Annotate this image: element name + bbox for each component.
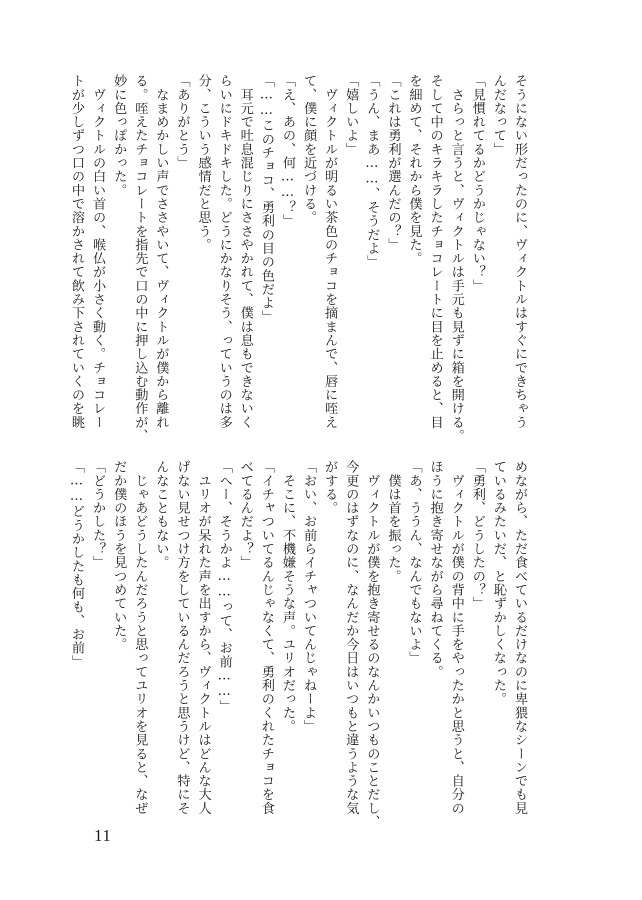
text-line: だか僕のほうを見つめていた。 [111, 460, 127, 652]
text-line: て、僕に顔を近づける。 [301, 74, 317, 225]
text-line: る。咥えたチョコレートを指先で口の中に押し込む動作が、 [132, 74, 148, 443]
text-line: 今更のはずなのに、なんだか今日はいつもと違うような気 [343, 460, 359, 815]
text-line: んなこともない。 [153, 460, 169, 570]
text-line: 「これは勇利が選んだの？」 [385, 74, 401, 252]
text-line: ヴィクトルの白い首の、喉仏が小さく動く。チョコレー [90, 74, 106, 429]
text-line: 「勇利、どうしたの？」 [469, 460, 485, 611]
text-line: なまめかしい声でささやいて、ヴィクトルが僕から離れ [153, 74, 169, 429]
page-number: 11 [94, 826, 112, 845]
text-line: らいにドキドキした。どうにかなりそう、っていうのは多 [216, 74, 232, 429]
text-line: がする。 [322, 460, 338, 515]
text-line: 「……どうかしたも何も、お前」 [69, 460, 85, 669]
text-line: そこに、不機嫌そうな声。ユリオだった。 [279, 460, 295, 733]
text-line: 「イチャついてるんじゃなくて、勇利のくれたチョコを食 [258, 460, 274, 815]
text-line: じゃあどうしたんだろうと思ってユリオを見ると、なぜ [132, 460, 148, 815]
text-line: 耳元で吐息混じりにささやかれて、僕は息もできないく [237, 74, 253, 429]
text-line: んだなって」 [490, 74, 506, 156]
text-line: ほうに抱き寄せながら尋ねてくる。 [427, 460, 443, 679]
text-line: ユリオが呆れた声を出すから、ヴィクトルはどんな大人 [195, 460, 211, 815]
text-block-lower [66, 460, 530, 829]
text-block-upper [66, 74, 530, 443]
text-line: さらっと言うと、ヴィクトルは手元も見ずに箱を開ける。 [448, 74, 464, 443]
text-line: 僕は首を振った。 [385, 460, 401, 583]
text-line: 「嬉しいよ」 [343, 74, 359, 156]
text-line: 「へー、そうかよ……って、お前……」 [216, 460, 232, 713]
text-line: 「うん、まあ……、そうだよ」 [364, 74, 380, 269]
text-line: 「見慣れてるかどうかじゃない？」 [469, 74, 485, 293]
text-line: そして中のキラキラしたチョコレートに目を止めると、目 [427, 74, 443, 429]
text-line: を細めて、それから僕を見た。 [406, 74, 422, 266]
text-line: 「どうかした？」 [90, 460, 106, 570]
text-line: ヴィクトルが明るい茶色のチョコを摘まんで、唇に咥え [322, 74, 338, 429]
text-line: 「……このチョコ、勇利の目の色だよ」 [258, 74, 274, 324]
text-line: そうにない形だったのに、ヴィクトルはすぐにできちゃう [512, 74, 527, 429]
text-line: ヴィクトルが僕を抱き寄せるのなんかいつものことだし、 [364, 460, 380, 829]
text-line: 「ありがとう」 [174, 74, 190, 170]
text-line: ヴィクトルが僕の背中に手をやったかと思うと、自分の [448, 460, 464, 815]
text-line: げない見せつけ方をしているんだろうと思うけど、特にそ [174, 460, 190, 815]
text-line: 妙に色っぽかった。 [111, 74, 127, 197]
text-line: 「あ、ううん、なんでもないよ」 [406, 460, 422, 665]
text-line: トが少しずつ口の中で溶かされて飲み下されていくのを眺 [69, 74, 85, 429]
text-line: 「おい、お前らイチャついてんじゃねーよ」 [301, 460, 317, 733]
text-line: 「え、あの、何……？」 [279, 74, 295, 228]
text-line: 分、こういう感情だと思う。 [195, 74, 211, 252]
text-line: べてるんだよ？」 [237, 460, 253, 570]
text-line: めながら、ただ食べているだけなのに卑猥なシーンでも見 [512, 460, 527, 815]
text-line: ているみたいだ、と恥ずかしくなった。 [490, 460, 506, 706]
